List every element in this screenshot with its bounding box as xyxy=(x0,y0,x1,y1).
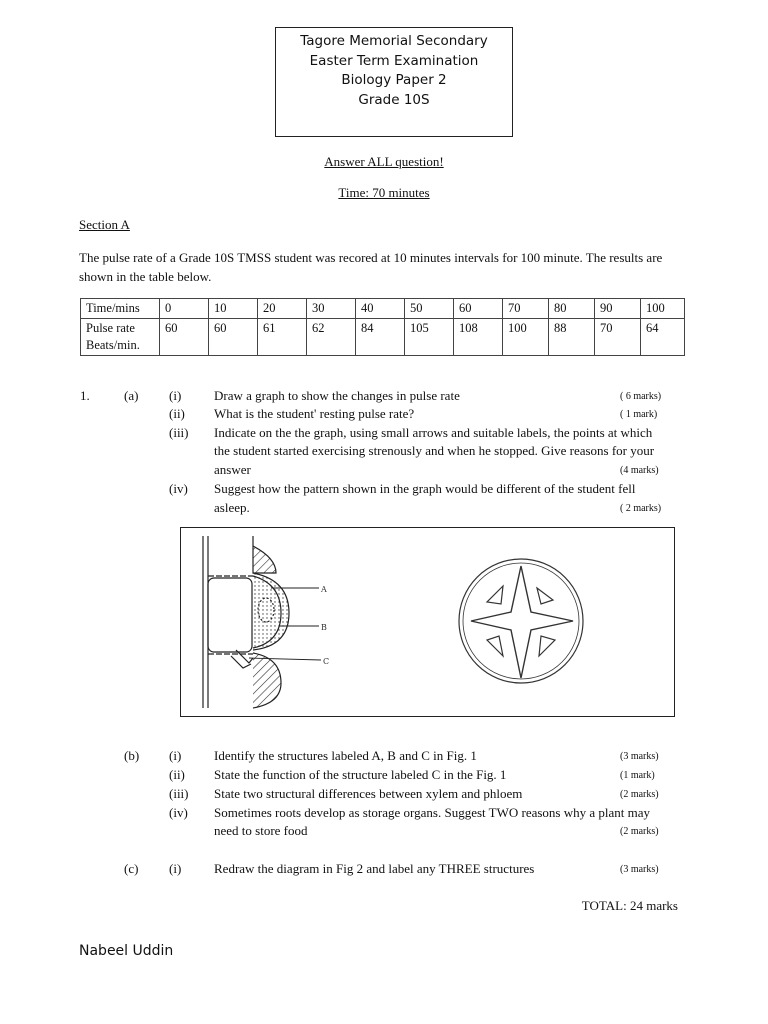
grade-label: Grade 10S xyxy=(358,91,430,108)
pulse-cell: 100 xyxy=(503,319,549,356)
exam-name: Easter Term Examination xyxy=(309,52,479,69)
time-cell: 50 xyxy=(405,299,454,319)
question-text: Indicate on the the graph, using small arrows and suitable labels, the points at which xyxy=(214,425,653,440)
question-text: Draw a graph to show the changes in pulse rate xyxy=(214,388,460,403)
fig1-diagram xyxy=(203,536,321,708)
roman-numeral: (iii) xyxy=(169,425,189,440)
time-cell: 100 xyxy=(641,299,685,319)
table-row xyxy=(81,319,685,356)
marks-label: (1 mark) xyxy=(620,770,655,781)
label-a: A xyxy=(321,585,327,594)
question-text: Redraw the diagram in Fig 2 and label any THREE structures xyxy=(214,861,535,876)
question-text: What is the student' resting pulse rate? xyxy=(214,406,415,421)
roman-numeral: (ii) xyxy=(169,406,185,421)
time-cell: 60 xyxy=(454,299,503,319)
question-text: asleep. xyxy=(214,500,250,515)
time-cell: 10 xyxy=(209,299,258,319)
section-heading: Section A xyxy=(79,217,130,232)
marks-label: (4 marks) xyxy=(620,465,659,476)
figure-box xyxy=(180,527,675,717)
time-cell: 90 xyxy=(595,299,641,319)
roman-numeral: (i) xyxy=(169,748,182,763)
school-name: Tagore Memorial Secondary xyxy=(300,33,488,49)
paper-name: Biology Paper 2 xyxy=(341,72,447,88)
header-box xyxy=(275,27,513,137)
pulse-table xyxy=(80,298,685,356)
question-text: the student started exercising strenously and when he stopped. Give reasons for your xyxy=(214,443,655,458)
question-text: Suggest how the pattern shown in the graph would be different of the student fell xyxy=(214,481,636,496)
question-number: 1. xyxy=(80,388,90,403)
instruction: Answer ALL question! xyxy=(324,154,444,169)
question-text: answer xyxy=(214,462,251,477)
marks-label: ( 1 mark) xyxy=(620,409,658,420)
marks-label: ( 6 marks) xyxy=(620,391,662,402)
roman-numeral: (iii) xyxy=(169,786,189,801)
pulse-cell: 60 xyxy=(209,319,258,356)
table-row xyxy=(81,299,685,319)
roman-numeral: (i) xyxy=(169,388,182,403)
marks-label: (3 marks) xyxy=(620,751,659,762)
question-text: need to store food xyxy=(214,823,308,838)
time-header: Time/mins xyxy=(81,299,160,319)
author-name: Nabeel Uddin xyxy=(79,943,174,959)
marks-label: (2 marks) xyxy=(620,789,659,800)
pulse-cell: 84 xyxy=(356,319,405,356)
pulse-cell: 60 xyxy=(160,319,209,356)
pulse-cell: 105 xyxy=(405,319,454,356)
time-limit: Time: 70 minutes xyxy=(338,185,430,200)
label-c: C xyxy=(323,657,330,666)
fig2-diagram xyxy=(459,559,583,683)
pulse-cell: 64 xyxy=(641,319,685,356)
roman-numeral: (iv) xyxy=(169,481,188,496)
total-marks: TOTAL: 24 marks xyxy=(581,898,678,913)
pulse-cell: 62 xyxy=(307,319,356,356)
marks-label: (2 marks) xyxy=(620,826,659,837)
time-cell: 40 xyxy=(356,299,405,319)
marks-label: ( 2 marks) xyxy=(620,503,662,514)
question-text: Identify the structures labeled A, B and C in Fig. 1 xyxy=(214,748,477,763)
roman-numeral: (ii) xyxy=(169,767,185,782)
marks-label: (3 marks) xyxy=(620,864,659,875)
pulse-header: Pulse rate Beats/min. xyxy=(81,319,160,356)
time-cell: 80 xyxy=(549,299,595,319)
intro-paragraph: The pulse rate of a Grade 10S TMSS student was recored at 10 minutes intervals for 100 minute. The results are shown in the table below. xyxy=(79,250,663,284)
question-text: State the function of the structure labeled C in the Fig. 1 xyxy=(214,767,507,782)
time-cell: 70 xyxy=(503,299,549,319)
part-label-b: (b) xyxy=(124,748,140,763)
time-cell: 20 xyxy=(258,299,307,319)
label-b: B xyxy=(321,623,327,632)
time-cell: 0 xyxy=(160,299,209,319)
roman-numeral: (i) xyxy=(169,861,182,876)
pulse-cell: 88 xyxy=(549,319,595,356)
pulse-cell: 61 xyxy=(258,319,307,356)
figure-drawing xyxy=(181,528,676,718)
pulse-cell: 108 xyxy=(454,319,503,356)
time-cell: 30 xyxy=(307,299,356,319)
part-label-c: (c) xyxy=(124,861,139,876)
question-text: Sometimes roots develop as storage organs. Suggest TWO reasons why a plant may xyxy=(214,805,651,820)
pulse-cell: 70 xyxy=(595,319,641,356)
part-label-a: (a) xyxy=(124,388,139,403)
roman-numeral: (iv) xyxy=(169,805,188,820)
question-text: State two structural differences between xylem and phloem xyxy=(214,786,523,801)
